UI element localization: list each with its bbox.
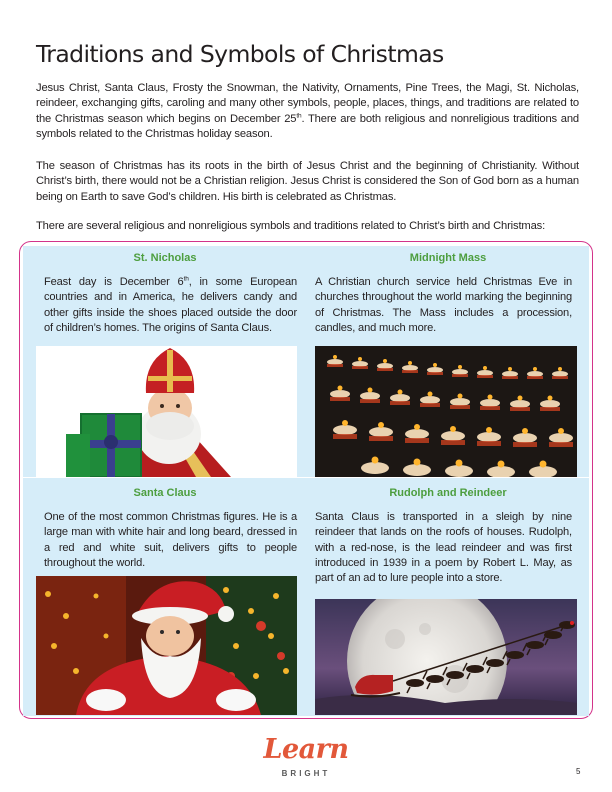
reindeer-sleigh-photo (315, 599, 577, 715)
intro-paragraph-3: There are several religious and nonreligious symbols and traditions related to Christ’s birth and Christmas: (36, 220, 546, 232)
logo-word: Learn (263, 734, 349, 765)
intro-paragraph-2: The season of Christmas has its roots in the birth of Jesus Christ and the beginning of Christianity. Without Christ’s birth, there would not be a Christian religion. Jesus Christ is considered the Son of God born as a human being on Earth to save God’s children. His birth is celebrated as Christmas. (36, 160, 579, 203)
panel-rudolph (307, 478, 589, 716)
panel-santa-claus (23, 478, 307, 716)
panel-title-santa-claus: Santa Claus (133, 487, 197, 499)
panel-st-nicholas (23, 246, 307, 477)
intro-paragraph-1: Jesus Christ, Santa Claus, Frosty the Snowman, the Nativity, Ornaments, Pine Trees, the Magi, St. Nicholas, reindeer, exchanging gifts, caroling and many other symbols, people, places, things, and traditions are related to the Christmas season which begins on December 25th. There are both religious and nonreligious traditions and symbols related to the Christmas holiday season. (36, 82, 579, 141)
learn-bright-logo (256, 733, 356, 783)
panel-title-rudolph: Rudolph and Reindeer (389, 487, 507, 499)
panel-text-rudolph: Santa Claus is transported in a sleigh by nine reindeer that lands on the roofs of houses. Rudolph, with a red-nose, is the lead reindeer and was first introduced in 1939 in a poem by Robert L. May, as part of an ad to lure people into a store. (315, 511, 572, 585)
panel-text-st-nicholas: Feast day is December 6th, in some European countries and in America, he delivers candy and other gifts inside the shoes placed outside the door of children’s homes. The origins of Santa Claus. (44, 275, 297, 334)
panel-text-midnight-mass: A Christian church service held Christmas Eve in churches throughout the world marking the beginning of Christmas. The Mass includes a procession, candles, and much more. (315, 276, 572, 334)
panel-title-st-nicholas: St. Nicholas (133, 252, 197, 264)
panel-midnight-mass (307, 246, 589, 477)
panel-title-midnight-mass: Midnight Mass (409, 252, 487, 264)
santa-claus-photo (36, 576, 297, 715)
page-number: 5 (576, 767, 581, 776)
st-nicholas-photo (36, 346, 297, 477)
panel-text-santa-claus: One of the most common Christmas figures. He is a large man with white hair and long beard, dressed in a red and white suit, delivers gifts to people throughout the world. (44, 511, 297, 569)
logo-subtitle: BRIGHT (281, 769, 331, 778)
candles-photo (315, 346, 577, 477)
page-title: Traditions and Symbols of Christmas (36, 40, 444, 68)
